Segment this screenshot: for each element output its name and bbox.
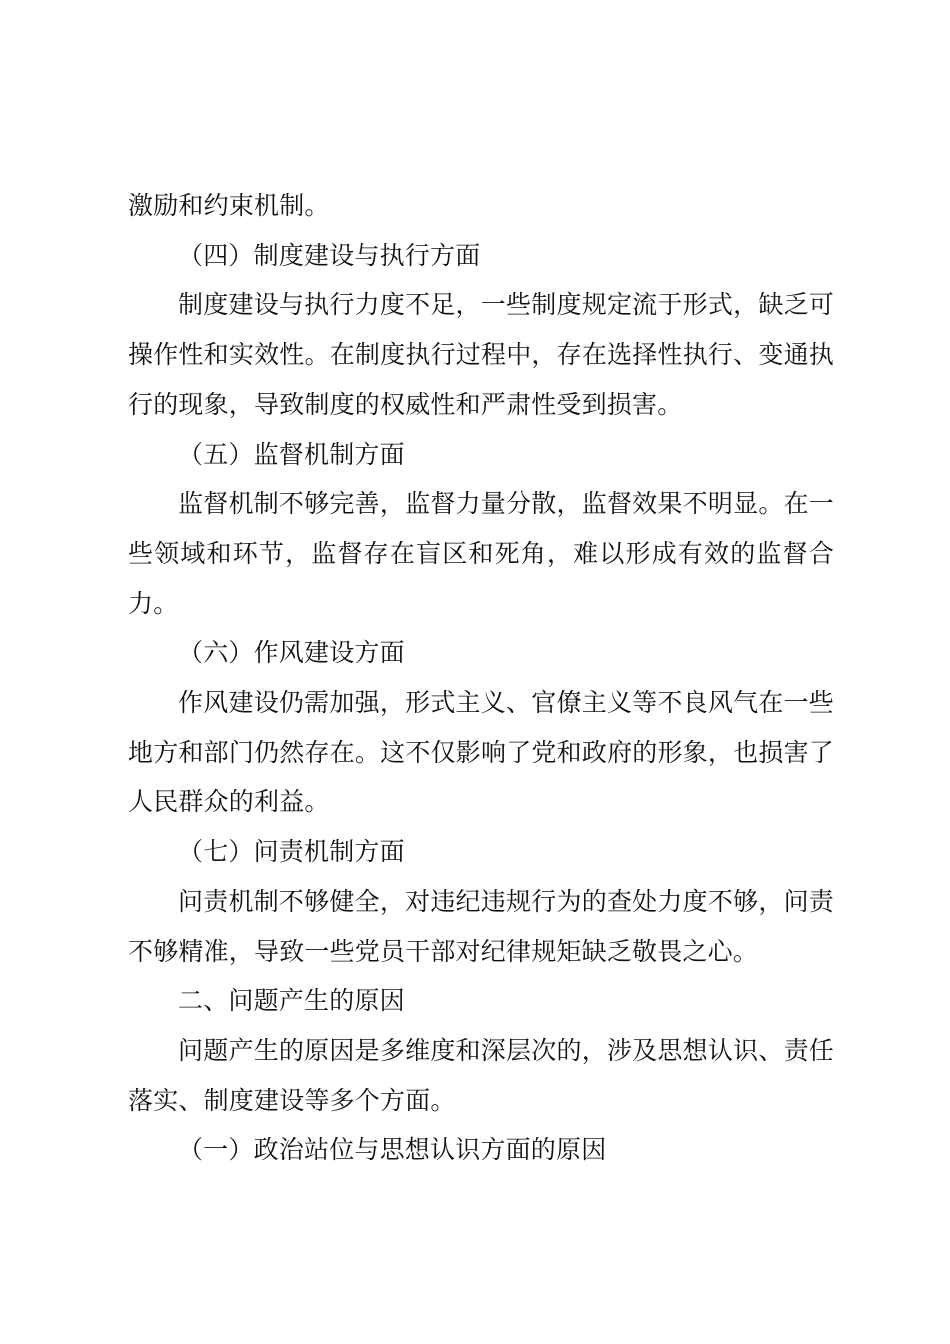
paragraph: 问责机制不够健全，对违纪违规行为的查处力度不够，问责不够精准，导致一些党员干部对纪律规矩缺乏敬畏之心。 <box>128 886 834 966</box>
paragraph: 制度建设与执行力度不足，一些制度规定流于形式，缺乏可操作性和实效性。在制度执行过程中，存在选择性执行、变通执行的现象，导致制度的权威性和严肃性受到损害。 <box>128 290 834 419</box>
section-heading-5: （五）监督机制方面 <box>178 439 405 469</box>
section-heading-6: （六）作风建设方面 <box>178 638 405 668</box>
paragraph: 监督机制不够完善，监督力量分散，监督效果不明显。在一些领域和环节，监督存在盲区和死角，难以形成有效的监督合力。 <box>128 489 834 618</box>
section-heading-1: （一）政治站位与思想认识方面的原因 <box>178 1135 607 1165</box>
paragraph: 作风建设仍需加强，形式主义、官僚主义等不良风气在一些地方和部门仍然存在。这不仅影响了党和政府的形象，也损害了人民群众的利益。 <box>128 688 834 817</box>
document-body <box>128 181 834 1175</box>
section-heading-4: （四）制度建设与执行方面 <box>178 240 481 270</box>
paragraph: 问题产生的原因是多维度和深层次的，涉及思想认识、责任落实、制度建设等多个方面。 <box>128 1035 834 1115</box>
paragraph-continuation: 激励和约束机制。 <box>128 191 330 220</box>
chapter-heading-2: 二、问题产生的原因 <box>178 986 405 1016</box>
section-heading-7: （七）问责机制方面 <box>178 837 405 867</box>
